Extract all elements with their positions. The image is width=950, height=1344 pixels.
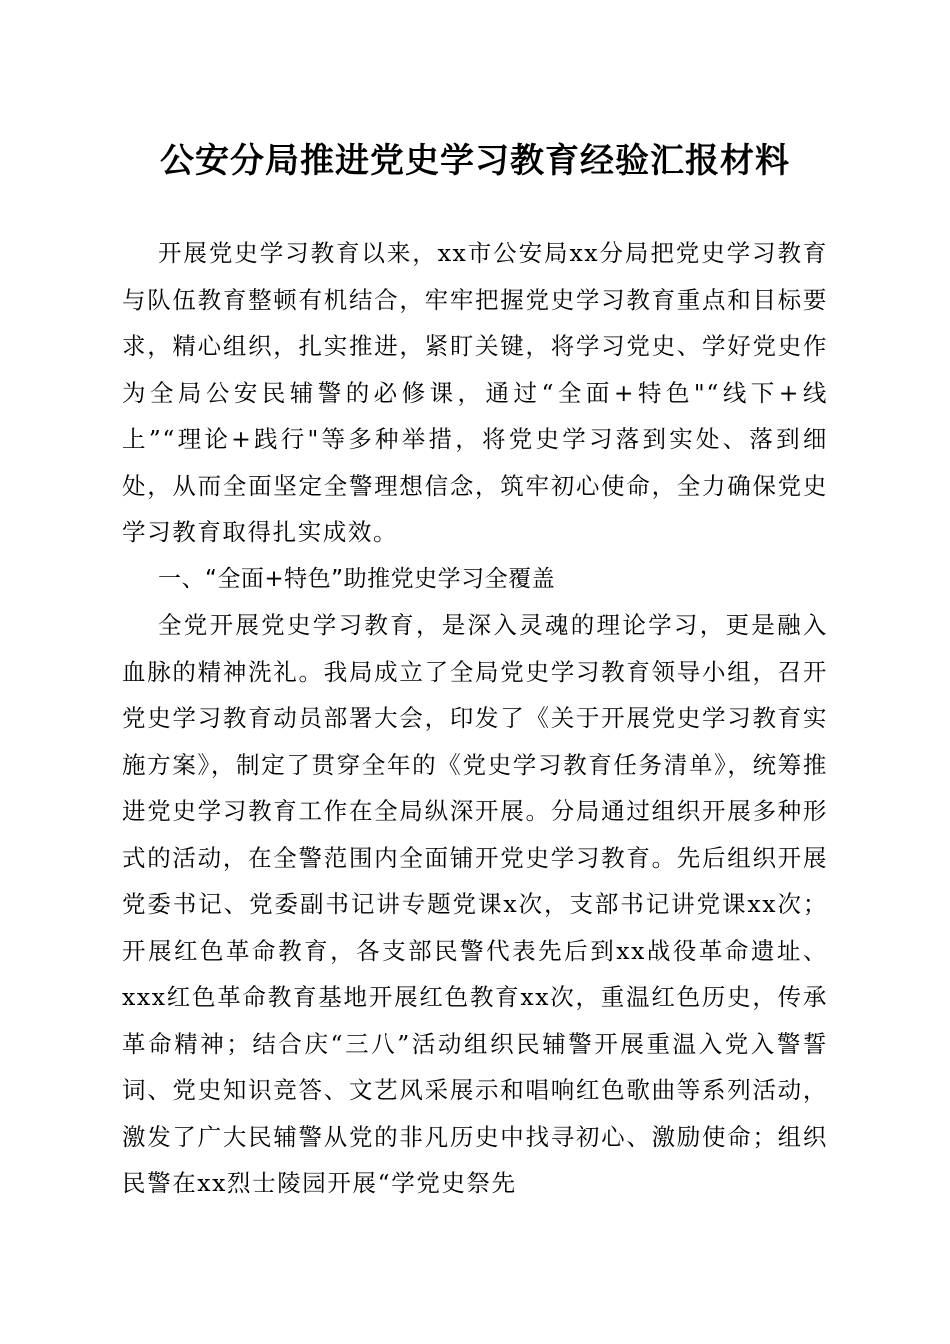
intro-paragraph: 开展党史学习教育以来，xx市公安局xx分局把党史学习教育与队伍教育整顿有机结合，牢牢把握党史学习教育重点和目标要求，精心组织，扎实推进，紧盯关键，将学习党史、学好党史作为全局公安民辅警的必修课，通过“全面+特色"“线下+线上”“理论+践行"等多种举措，将党史学习落到实处、落到细处，从而全面坚定全警理想信念，筑牢初心使命，全力确保党史学习教育取得扎实成效。 <box>122 239 828 546</box>
section-paragraph: 全党开展党史学习教育，是深入灵魂的理论学习，更是融入血脉的精神洗礼。我局成立了全局党史学习教育领导小组，召开党史学习教育动员部署大会，印发了《关于开展党史学习教育实施方案》，制定了贯穿全年的《党史学习教育任务清单》，统筹推进党史学习教育工作在全局纵深开展。分局通过组织开展多种形式的活动，在全警范围内全面铺开党史学习教育。先后组织开展党委书记、党委副书记讲专题党课x次，支部书记讲党课xx次；开展红色革命教育，各支部民警代表先后到xx战役革命遗址、xxx红色革命教育基地开展红色教育xx次，重温红色历史，传承革命精神；结合庆“三八”活动组织民辅警开展重温入党入警誓词、党史知识竞答、文艺风采展示和唱响红色歌曲等系列活动，激发了广大民辅警从党的非凡历史中找寻初心、激励使命；组织民警在xx烈士陵园开展“学党史祭先 <box>122 611 828 1197</box>
document-title: 公安分局推进党史学习教育经验汇报材料 <box>160 141 790 181</box>
section-heading: 一、“全面+特色”助推党史学习全覆盖 <box>158 565 556 592</box>
document-body <box>122 230 828 1207</box>
